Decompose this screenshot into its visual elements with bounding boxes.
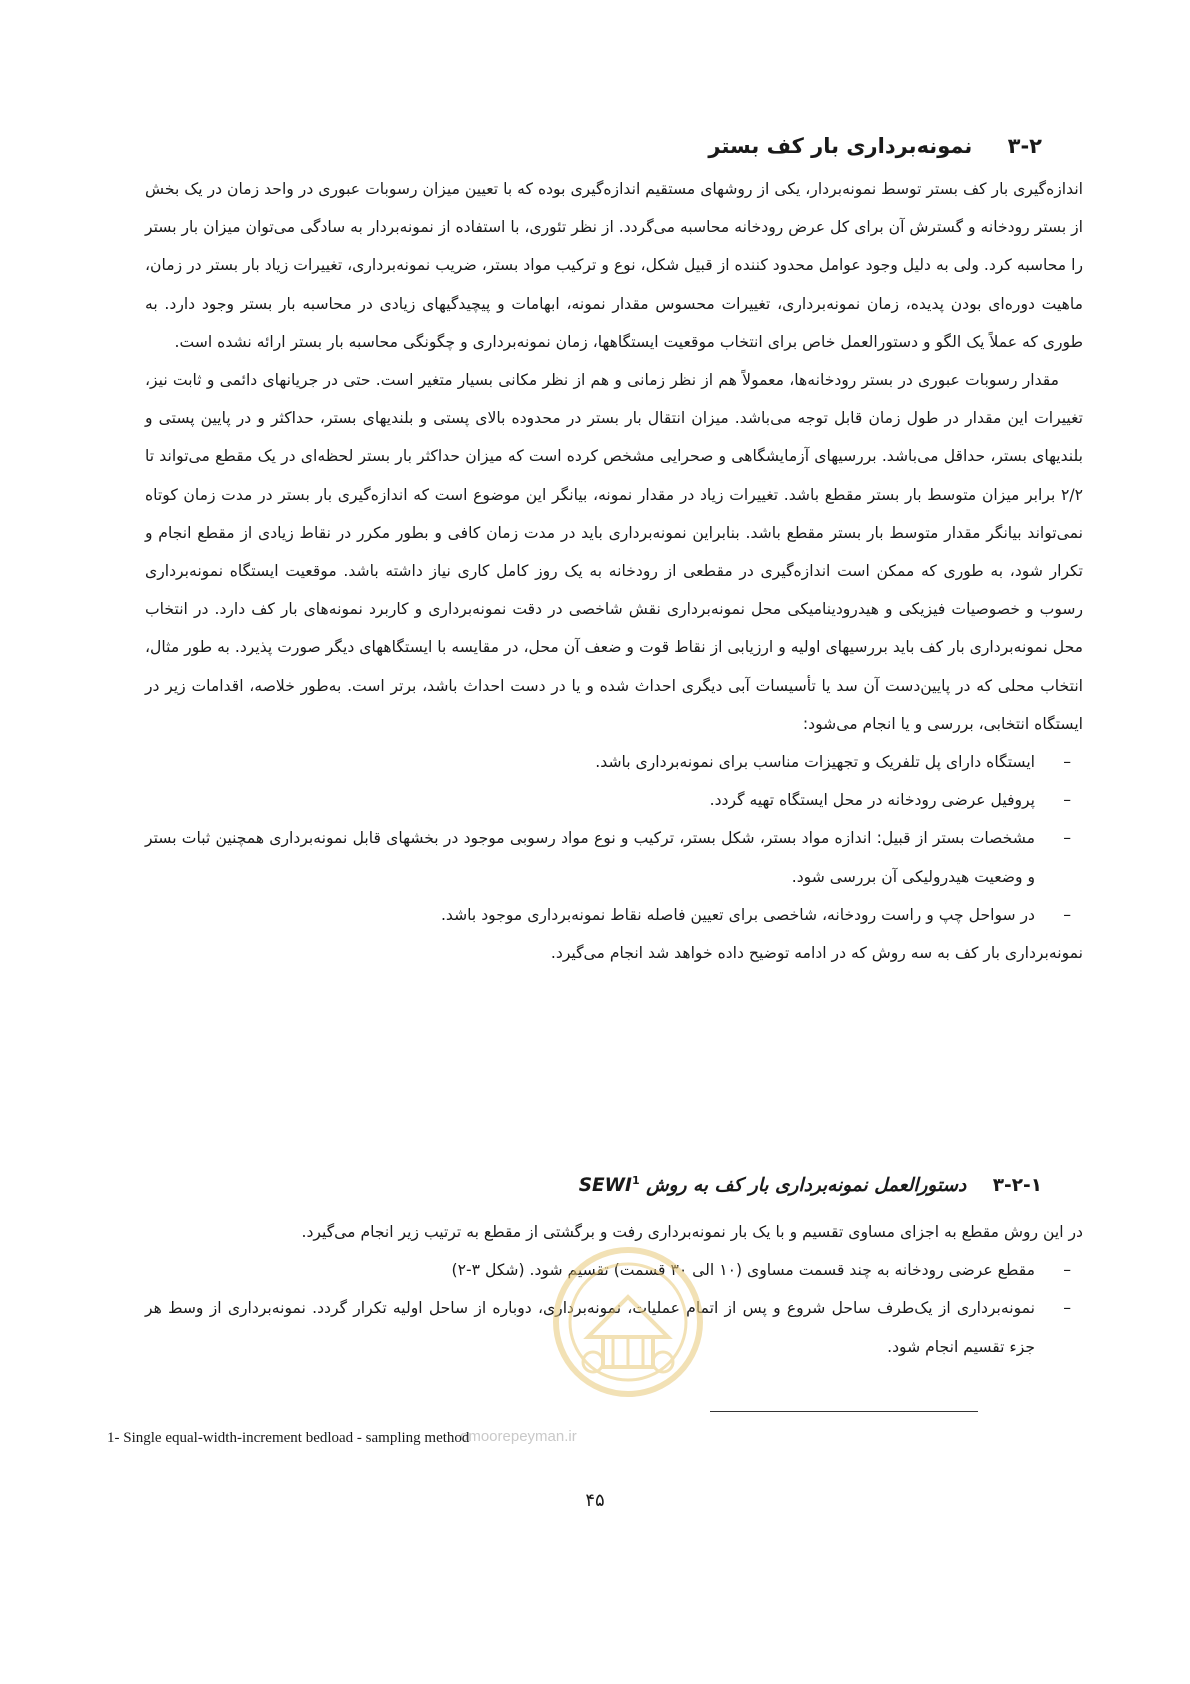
list-item-text: در سواحل چپ و راست رودخانه، شاخصی برای تعیین فاصله نقاط نمونه‌برداری موجود باشد.	[440, 905, 1035, 924]
paragraph-closing: نمونه‌برداری بار کف به سه روش که در ادامه توضیح داده خواهد شد انجام می‌گیرد.	[550, 944, 1083, 963]
subsection-heading	[579, 1174, 1042, 1196]
list-item	[145, 896, 1083, 934]
footnote: 1- Single equal-width-increment bedload - sampling method	[107, 1430, 470, 1446]
list-item-text: مقطع عرضی رودخانه به چند قسمت مساوی (۱۰ الی ۳۰ قسمت) تقسیم شود. (شکل ۳-۲)	[451, 1261, 1035, 1280]
section-body	[145, 170, 1083, 972]
dash-bullet: –	[1063, 1261, 1071, 1280]
list-item-text: نمونه‌برداری از یک‌طرف ساحل شروع و پس از اتمام عملیات، نمونه‌برداری، دوباره از ساحل اولیه تکرار گردد. نمونه‌برداری از وسط هر جزء تقسیم انجام شود.	[145, 1299, 1035, 1356]
subsection-number: ۳-۲-۱	[992, 1175, 1042, 1197]
subsection-intro: در این روش مقطع به اجزای مساوی تقسیم و با یک بار نمونه‌برداری رفت و برگشتی از مقطع به ترتیب زیر انجام می‌گیرد.	[301, 1223, 1083, 1241]
page-number: ۴۵	[585, 1490, 605, 1511]
paragraph-variability: مقدار رسوبات عبوری در بستر رودخانه‌ها، معمولاً هم از نظر زمانی و هم از نظر مکانی بسیار متغیر است. حتی در جریانهای دائمی و ثابت نیز، تغییرات این مقدار در طول زمان قابل توجه می‌باشد. میزان انتقال بار بستر در محدوده بالای پستی و بلندیهای بستر، حداکثر و در پایین پستی و بلندیهای بستر، حداقل می‌باشد. بررسیهای آزمایشگاهی و صحرایی مشخص کرده است که میزان حداکثر بار بستر لحظه‌ای در یک مقطع می‌تواند تا ۲/۲ برابر میزان متوسط بار بستر مقطع باشد. تغییرات زیاد در مقدار نمونه، بیانگر این موضوع است که اندازه‌گیری بار بستر در مدت زمان کوتاه نمی‌تواند بیانگر مقدار متوسط بار بستر مقطع باشد. بنابراین نمونه‌برداری باید در مدت زمان کافی و بطور مکرر در نقاط زیادی از مقطع انجام و تکرار شود، به طوری که ممکن است اندازه‌گیری در مقطعی از رودخانه به یک روز کامل کاری نیاز داشته باشد. موقعیت ایستگاه نمونه‌برداری رسوب و خصوصیات فیزیکی و هیدرودینامیکی محل نمونه‌برداری نقش شاخصی در دقت نمونه‌برداری و کاربرد نمونه‌های بار کف دارد. در انتخاب محل نمونه‌برداری بار کف باید بررسیهای اولیه و ارزیابی از نقاط قوت و ضعف آن محل، در مقایسه با ایستگاههای دیگر صورت پذیرد. به طور مثال، انتخاب محلی که در پایین‌دست آن سد یا تأسیسات آبی دیگری احداث شده و یا در دست احداث باشد، برتر است. به‌طور خلاصه، اقدامات زیر در ایستگاه انتخابی، بررسی و یا انجام می‌شود:	[145, 371, 1083, 733]
subsection-title: دستورالعمل نمونه‌برداری بار کف به روش	[646, 1175, 967, 1197]
watermark-text: omoorepeyman.ir	[460, 1428, 577, 1445]
list-item	[145, 781, 1083, 819]
list-item	[145, 819, 1083, 895]
dash-bullet: –	[1063, 829, 1071, 848]
section-heading	[708, 134, 1042, 158]
footnote-divider	[710, 1411, 978, 1412]
list-item-text: ایستگاه دارای پل تلفریک و تجهیزات مناسب برای نمونه‌برداری باشد.	[595, 753, 1035, 772]
station-requirements-list	[145, 743, 1083, 934]
dash-bullet: –	[1063, 1299, 1071, 1318]
subsection-method: SEWI	[578, 1175, 632, 1197]
list-item-text: پروفیل عرضی رودخانه در محل ایستگاه تهیه گردد.	[709, 791, 1035, 810]
paragraph-intro: اندازه‌گیری بار کف بستر توسط نمونه‌بردار، یکی از روشهای مستقیم اندازه‌گیری بوده که با تعیین میزان رسوبات عبوری در واحد زمان در یک بخش از بستر رودخانه و گسترش آن برای کل عرض رودخانه محاسبه می‌گردد. از نظر تئوری، با استفاده از نمونه‌بردار به سادگی می‌توان میزان بار بستر را محاسبه کرد. ولی به دلیل وجود عوامل محدود کننده از قبیل شکل، نوع و ترکیب مواد بستر، ضریب نمونه‌برداری، تغییرات زیاد بار بستر در زمان، ماهیت دوره‌ای بودن پدیده، زمان نمونه‌برداری، تغییرات محسوس مقدار نمونه، ابهامات و پیچیدگیهای زیادی در محاسبه بار بستر وجود دارد. به طوری که عملاً یک الگو و دستورالعمل خاص برای انتخاب موقعیت ایستگاهها، زمان نمونه‌برداری و چگونگی محاسبه بار بستر ارائه نشده است.	[145, 180, 1083, 351]
list-item	[145, 743, 1083, 781]
dash-bullet: –	[1063, 905, 1071, 924]
footnote-reference: 1	[631, 1174, 640, 1187]
watermark-seal-icon	[548, 1242, 708, 1432]
section-number: ۳-۲	[1007, 134, 1042, 158]
section-title: نمونه‌برداری بار کف بستر	[708, 134, 973, 158]
list-item-text: مشخصات بستر از قبیل: اندازه مواد بستر، شکل بستر، ترکیب و نوع مواد رسوبی موجود در بخشهای قابل نمونه‌برداری همچنین ثبات بستر و وضعیت هیدرولیکی آن بررسی شود.	[145, 829, 1035, 886]
dash-bullet: –	[1063, 791, 1071, 810]
dash-bullet: –	[1063, 753, 1071, 772]
